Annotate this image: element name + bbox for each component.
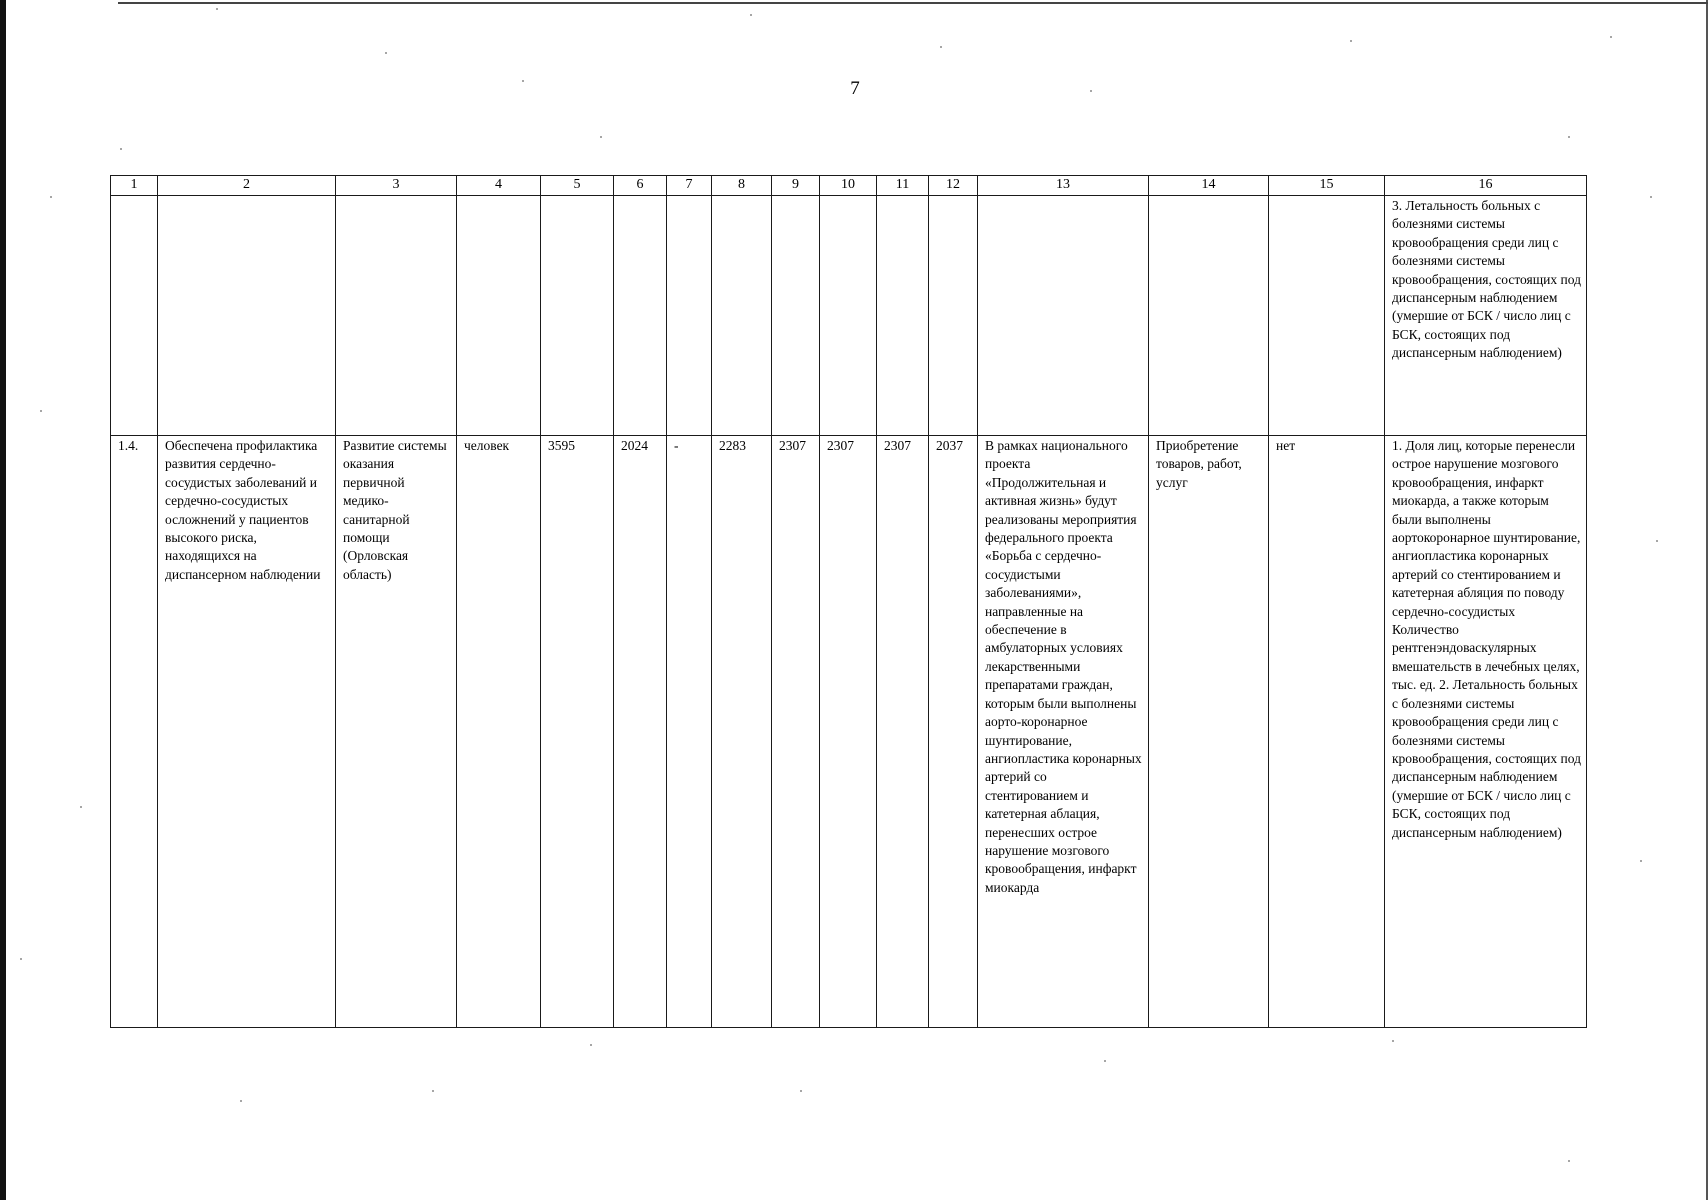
empty-cell [772, 196, 820, 436]
header-cell: 13 [978, 176, 1149, 196]
indicator-cell: 3. Летальность больных с болезнями системы кровообращения среди лиц с болезнями системы кровообращения, состоящих под диспансерным наблюдением (умершие от БСК / число лиц с БСК, состоящих под диспансерным наблюдением) [1385, 196, 1587, 436]
header-cell: 1 [111, 176, 158, 196]
header-cell: 14 [1149, 176, 1269, 196]
header-cell: 7 [667, 176, 712, 196]
header-cell: 9 [772, 176, 820, 196]
year-cell: 2024 [614, 436, 667, 1028]
data-table [110, 175, 1587, 1028]
value-cell: 2283 [712, 436, 772, 1028]
description-cell: В рамках национального проекта «Продолжительная и активная жизнь» будут реализованы мероприятия федерального проекта «Борьба с сердечно-сосудистыми заболеваниями», направленные на обеспечение в амбулаторных условиях лекарственными препаратами граждан, которым были выполнены аорто-коронарное шунтирование, ангиопластика коронарных артерий со стентированием и катетерная аблация, перенесших острое нарушение мозгового кровообращения, инфаркт миокарда [978, 436, 1149, 1028]
header-cell: 10 [820, 176, 877, 196]
scan-speck [1650, 196, 1652, 198]
empty-cell [158, 196, 336, 436]
scan-speck [385, 52, 387, 54]
indicator-cell: 1. Доля лиц, которые перенесли острое нарушение мозгового кровообращения, инфаркт миокарда, а также которым были выполнены аортокоронарное шунтирование, ангиопластика коронарных артерий со стентированием и катетерная абляция по поводу сердечно-сосудистых Количество рентгенэндоваскулярных вмешательств в лечебных целях, тыс. ед. 2. Летальность больных с болезнями системы кровообращения среди лиц с болезнями системы кровообращения, состоящих под диспансерным наблюдением (умершие от БСК / число лиц с БСК, состоящих под диспансерным наблюдением) [1385, 436, 1587, 1028]
empty-cell [877, 196, 929, 436]
scan-speck [80, 806, 82, 808]
value-cell: 2307 [820, 436, 877, 1028]
value-cell: 2307 [877, 436, 929, 1028]
type-cell: Приобретение товаров, работ, услуг [1149, 436, 1269, 1028]
empty-cell [614, 196, 667, 436]
scan-left-edge [0, 0, 6, 1200]
scan-speck [50, 196, 52, 198]
scan-speck [40, 410, 42, 412]
header-cell: 16 [1385, 176, 1587, 196]
scan-speck [1090, 90, 1092, 92]
scan-speck [940, 46, 942, 48]
empty-cell [929, 196, 978, 436]
value-cell: 2307 [772, 436, 820, 1028]
header-cell: 3 [336, 176, 457, 196]
empty-cell [820, 196, 877, 436]
value-cell: 3595 [541, 436, 614, 1028]
scan-speck [216, 8, 218, 10]
empty-cell [978, 196, 1149, 436]
header-cell: 12 [929, 176, 978, 196]
header-cell: 5 [541, 176, 614, 196]
empty-cell [1269, 196, 1385, 436]
value-cell: - [667, 436, 712, 1028]
header-cell: 6 [614, 176, 667, 196]
value-cell: 2037 [929, 436, 978, 1028]
scan-top-rule [118, 2, 1708, 4]
table-row-continuation [111, 196, 1587, 436]
unit-cell: человек [457, 436, 541, 1028]
scan-speck [800, 1090, 802, 1092]
scan-speck [1104, 1060, 1106, 1062]
scan-speck [120, 148, 122, 150]
empty-cell [667, 196, 712, 436]
scan-speck [590, 1044, 592, 1046]
scan-speck [600, 136, 602, 138]
scan-speck [1392, 1040, 1394, 1042]
result-cell: Обеспечена профилактика развития сердечно-сосудистых заболеваний и сердечно-сосудистых осложнений у пациентов высокого риска, находящихся на диспансерном наблюдении [158, 436, 336, 1028]
scan-speck [1350, 40, 1352, 42]
empty-cell [336, 196, 457, 436]
page-number: 7 [850, 78, 860, 99]
scan-speck [750, 14, 752, 16]
scan-speck [522, 80, 524, 82]
table-row [111, 436, 1587, 1028]
header-cell: 15 [1269, 176, 1385, 196]
scan-speck [20, 958, 22, 960]
scan-speck [240, 1100, 242, 1102]
header-cell: 2 [158, 176, 336, 196]
scan-speck [432, 1090, 434, 1092]
flag-cell: нет [1269, 436, 1385, 1028]
empty-cell [541, 196, 614, 436]
header-row [111, 176, 1587, 196]
header-cell: 4 [457, 176, 541, 196]
scan-speck [1610, 36, 1612, 38]
scan-speck [1656, 540, 1658, 542]
row-number-cell: 1.4. [111, 436, 158, 1028]
header-cell: 8 [712, 176, 772, 196]
scan-speck [1568, 1160, 1570, 1162]
scan-speck [1640, 860, 1642, 862]
scan-speck [1568, 136, 1570, 138]
empty-cell [111, 196, 158, 436]
empty-cell [457, 196, 541, 436]
empty-cell [712, 196, 772, 436]
header-cell: 11 [877, 176, 929, 196]
empty-cell [1149, 196, 1269, 436]
project-cell: Развитие системы оказания первичной медико-санитарной помощи (Орловская область) [336, 436, 457, 1028]
